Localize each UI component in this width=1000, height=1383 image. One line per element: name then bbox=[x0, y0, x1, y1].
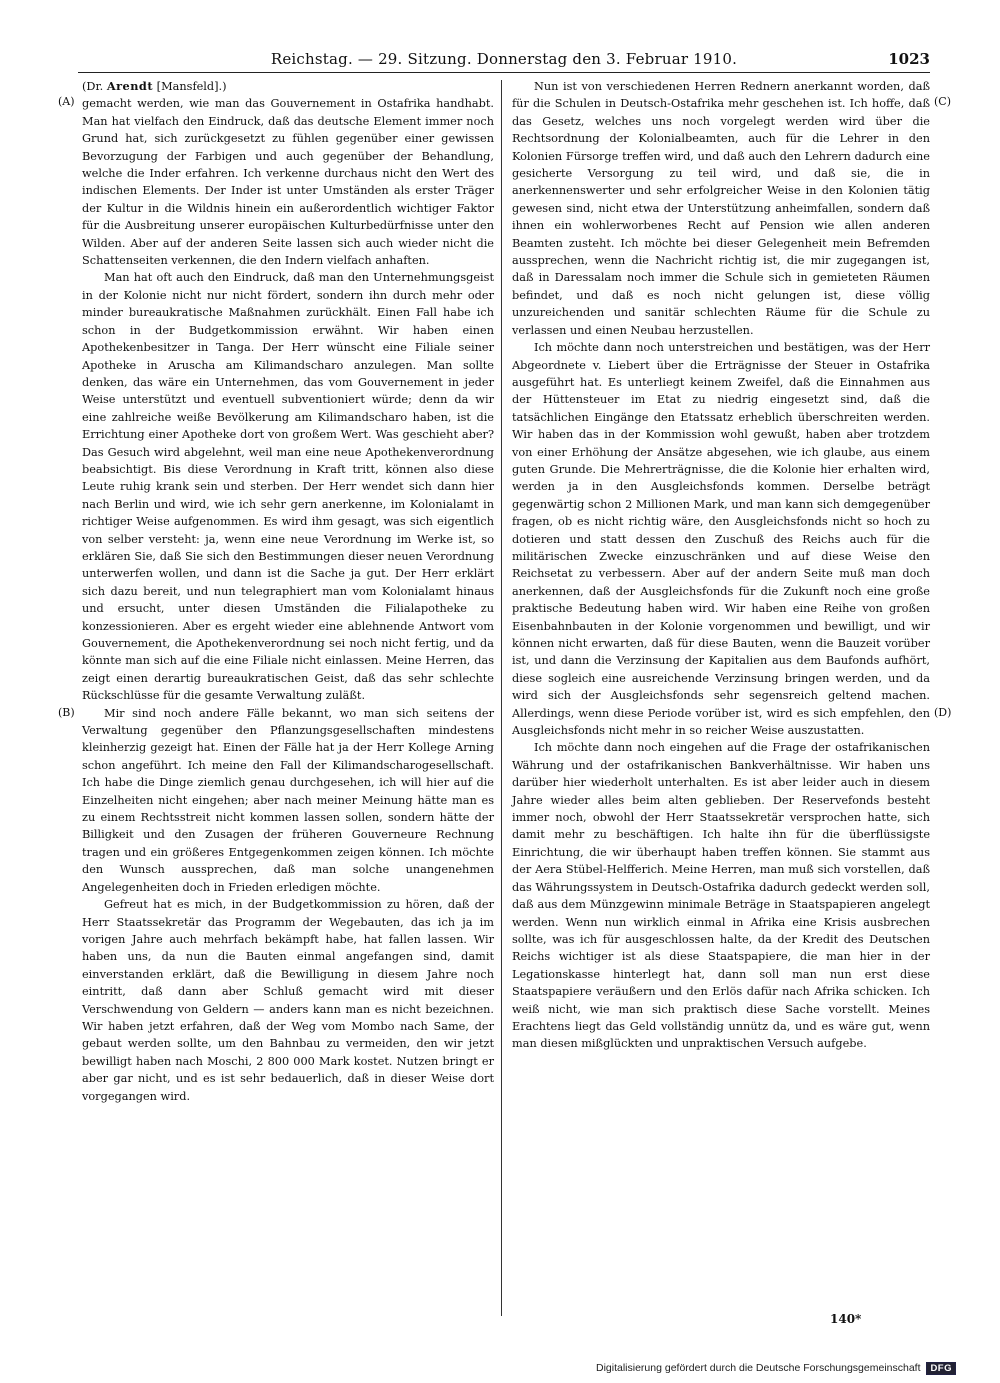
margin-mark-b: (B) bbox=[58, 706, 75, 719]
paragraph: Ich möchte dann noch unterstreichen und bestätigen, was der Herr Abgeordnete v. Liebert über die Erträgnisse der Steuer in Ostafrika ausgeführt hat. Es unterliegt keinem Zweifel, daß die Einnahmen aus der Hüttensteuer im Etat zu niedrig eingesetzt sind, daß die tatsächlichen Eingänge den Etatssatz erheblich überschreiten werden. Wir haben das in der Kommission wohl gewußt, haben aber trotzdem von einer Erhöhung der Ansätze abgesehen, wie ich glaube, aus einem guten Grunde. Die Mehrerträgnisse, die die Kolonie hier erhalten wird, werden ja in den Ausgleichsfonds kommen. Derselbe beträgt gegenwärtig schon 2 Millionen Mark, und man kann sich demgegenüber fragen, ob es nicht richtig wäre, den Ausgleichsfonds nicht so hoch zu dotieren und statt dessen den Zuschuß des Reichs auch für die militärischen Zwecke einzuschränken und auf diese Weise den Reichsetat zu verbessern. Aber auf der andern Seite muß man doch anerkennen, daß der Ausgleichsfonds für die Zukunft noch eine große praktische Bedeutung haben wird. Wir haben eine Reihe von großen Eisenbahnbauten in der Kolonie vorgenommen und bewilligt, und wir können nicht erwarten, daß für diese Bauten, wenn die Bauzeit vorüber ist, und dann die Verzinsung der Kapitalien aus dem Baufonds aufhört, diese sogleich eine ausreichende Verzinsung bringen werden, und da wird sich der Ausgleichsfonds sehr segensreich geltend machen. Allerdings, wenn diese Periode vorüber ist, wird es sich empfehlen, den Ausgleichsfonds nicht mehr in so reicher Weise auszustatten. bbox=[512, 341, 930, 738]
paragraph: Ich möchte dann noch eingehen auf die Frage der ostafrikanischen Währung und der ostafrikanischen Bankverhältnisse. Wir haben uns darüber hier wiederholt unterhalten. Es ist aber leider auch in diesem Jahre wieder alles beim alten geblieben. Der Reservefonds besteht immer noch, obwohl der Herr Staatssekretär versprochen hatte, sich damit mehr zu beschäftigen. Ich halte ihn für die überflüssigste Einrichtung, die wir überhaupt haben treffen können. Sie stammt aus der Aera Stübel-Helfferich. Meine Herren, man muß sich vorstellen, daß das Währungssystem in Deutsch-Ostafrika dadurch gedeckt werden soll, daß aus dem Münzgewinn minimale Beträge in Staatspapieren angelegt werden. Wenn nun wirklich einmal in Afrika eine Krisis ausbrechen sollte, was ich für ausgeschlossen halte, da der Kredit des Deutschen Reichs wichtiger ist als diese Staatspapiere, die man hier in der Legationskasse hinterlegt hat, dann soll man nun erst diese Staatspapiere veräußern und den Erlös dafür nach Afrika schicken. Ich weiß nicht, wie man sich praktisch diese Sache vorstellt. Meines Erachtens liegt das Geld vollständig unnütz da, und es wäre gut, wenn man diesen mißglückten und unpraktischen Versuch aufgebe. bbox=[512, 741, 930, 1051]
speaker-name: Arendt bbox=[106, 79, 154, 93]
speaker-prefix: (Dr. bbox=[82, 80, 104, 93]
margin-mark-d: (D) bbox=[934, 706, 952, 719]
funding-note: Digitalisierung gefördert durch die Deutsche Forschungsgemeinschaft bbox=[596, 1362, 921, 1374]
right-column bbox=[512, 78, 930, 1053]
column-divider bbox=[501, 80, 502, 1316]
dfg-logo-icon: DFG bbox=[926, 1362, 956, 1375]
paragraph: Man hat oft auch den Eindruck, daß man den Unternehmungsgeist in der Kolonie nicht nur nicht fördert, sondern ihn durch mehr oder minder bureaukratische Maßnahmen zurückhält. Einen Fall habe ich schon in der Budgetkommission erwähnt. Wir haben einen Apothekenbesitzer in Tanga. Der Herr wünscht eine Filiale seiner Apotheke in Aruscha am Kilimandscharo anzulegen. Man sollte denken, das wäre ein Unternehmen, das vom Gouvernement in jeder Weise unterstützt und eventuell subventioniert würde; denn da wir eine zahlreiche weiße Bevölkerung am Kilimandscharo haben, ist die Errichtung einer Apotheke dort von großem Wert. Was geschieht aber? Das Gesuch wird abgelehnt, weil man eine neue Apothekenverordnung beabsichtigt. Bis diese Verordnung in Kraft tritt, können also diese Leute ruhig krank sein und sterben. Der Herr wendet sich dann hier nach Berlin und wird, wie ich sehr gern anerkenne, im Kolonialamt in richtiger Weise aufgenommen. Es wird ihm gesagt, was sich eigentlich von selber versteht: ja, wenn eine neue Verordnung im Werke ist, so erklären Sie, daß Sie sich den Bestimmungen dieser neuen Verordnung unterwerfen wollen, und dann ist die Sache ja gut. Der Herr erklärt sich dazu bereit, und nun telegraphiert man vom Kolonialamt hinaus und ersucht, unter diesen Umständen die Filialapotheke zu konzessionieren. Aber es ergeht wieder eine ablehnende Antwort vom Gouvernement, die Apothekenverordnung sei noch nicht fertig, und da könnte man sich auf die eine Filiale nicht einlassen. Meine Herren, das zeigt einen derartig bureaukratischen Geist, daß das sehr schlechte Rückschlüsse für die gesamte Verwaltung zuläßt. bbox=[82, 271, 494, 703]
margin-mark-a: (A) bbox=[58, 95, 75, 108]
left-column bbox=[82, 78, 494, 1105]
page-number: 1023 bbox=[888, 50, 930, 68]
page-header bbox=[78, 50, 930, 73]
paragraph: Nun ist von verschiedenen Herren Rednern anerkannt worden, daß für die Schulen in Deutsch-Ostafrika mehr geschehen ist. Ich hoffe, daß das Gesetz, welches uns noch vorgelegt werden wird über die Rechtsordnung der Kolonialbeamten, auch für die Lehrer in den Kolonien Fürsorge treffen wird, und daß auch den Lehrern dadurch eine gesicherte Versorgung zu teil wird, und daß sie, die in anerkennenswerter und sehr erfolgreicher Weise in den Kolonien tätig gewesen sind, nicht etwa der Unterstützung anheimfallen, sondern daß ihnen ein wohlerworbenes Recht auf Pension wie allen anderen Beamten zusteht. Ich möchte bei dieser Gelegenheit mein Befremden aussprechen, wenn die Nachricht richtig ist, die mir zugegangen ist, daß in Daressalam noch immer die Schule sich in gemieteten Räumen befindet, und daß es noch nicht gelungen ist, diese völlig unzureichenden und sanitär schlechten Räume für die Schule zu verlassen und einen Neubau herzustellen. bbox=[512, 80, 930, 337]
speaker-line bbox=[82, 78, 494, 95]
margin-mark-c: (C) bbox=[934, 95, 951, 108]
paragraph: Mir sind noch andere Fälle bekannt, wo man sich seitens der Verwaltung gegenüber den Pflanzungsgesellschaften mindestens kleinherzig gezeigt hat. Einen der Fälle hat ja der Herr Kollege Arning schon angeführt. Ich meine den Fall der Kilimandscharogesellschaft. Ich habe die Dinge ziemlich genau durchgesehen, ich will hier auf die Einzelheiten nicht eingehen; aber nach meiner Meinung hätte man es zu einem Rechtsstreit nicht kommen lassen sollen, sondern hätte der Billigkeit und den Zusagen der früheren Gouverneure Rechnung tragen und ein größeres Entgegenkommen zeigen können. Ich möchte den Wunsch aussprechen, daß man solche unangenehmen Angelegenheiten doch in Frieden erledigen möchte. bbox=[82, 706, 494, 894]
paragraph: Gefreut hat es mich, in der Budgetkommission zu hören, daß der Herr Staatssekretär das Programm der Wegebauten, das ich ja im vorigen Jahre auch mehrfach bekämpft habe, hat fallen lassen. Wir haben uns, da nun die Bauten einmal angefangen sind, damit einverstanden erklärt, daß die Bewilligung in diesem Jahre noch eintritt, daß dann aber Schluß gemacht wird mit dieser Verschwendung von Geldern — anders kann man es nicht bezeichnen. Wir haben jetzt erfahren, daß der Weg vom Mombo nach Same, der gebaut werden sollte, um den Bahnbau zu vermeiden, den wir jetzt bewilligt haben nach Moschi, 2 800 000 Mark kostet. Nutzen bringt er aber gar nicht, und es ist sehr bedauerlich, daß in dieser Weise dort vorgegangen wird. bbox=[82, 898, 494, 1103]
page-footer bbox=[596, 1362, 956, 1375]
signature-mark: 140* bbox=[830, 1312, 862, 1326]
speaker-place: [Mansfeld].) bbox=[156, 80, 227, 93]
paragraph: gemacht werden, wie man das Gouvernement in Ostafrika handhabt. Man hat vielfach den Eindruck, daß das deutsche Element immer noch Grund hat, sich zurückgesetzt zu fühlen gegenüber einer gewissen Bevorzugung der Farbigen und auch gegenüber der Behandlung, welche die Inder erfahren. Ich verkenne durchaus nicht den Wert des indischen Elements. Der Inder ist unter Umständen als erster Träger der Kultur in die Wildnis hinein ein außerordentlich wichtiger Faktor für die Ausbreitung unserer europäischen Kulturbedürfnisse unter den Wilden. Aber auf der anderen Seite lassen sich auch wieder nicht die Schattenseiten verkennen, die den Indern vielfach anhaften. bbox=[82, 97, 494, 268]
running-title: Reichstag. — 29. Sitzung. Donnerstag den 3. Februar 1910. bbox=[270, 50, 738, 68]
